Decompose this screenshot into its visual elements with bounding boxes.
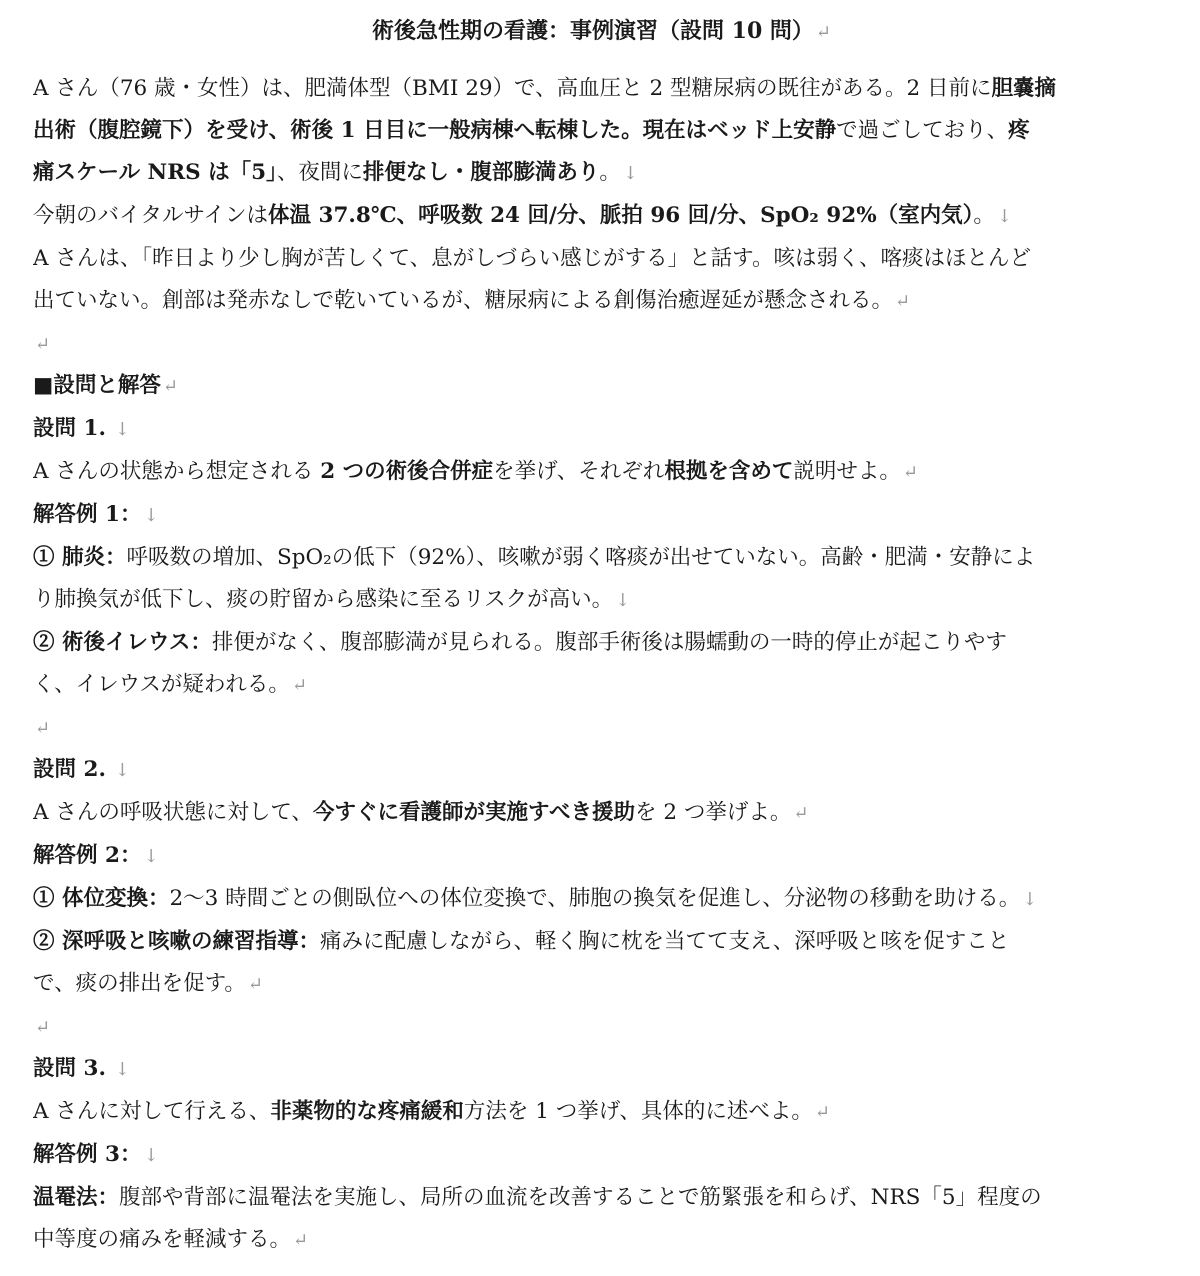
line-break-mark-icon: ↓ bbox=[143, 1145, 159, 1166]
section-heading: ■設問と解答 ↵ bbox=[33, 373, 178, 398]
paragraph-mark-icon: ↵ bbox=[162, 376, 178, 397]
line-break-mark-icon: ↓ bbox=[114, 1059, 130, 1080]
line-break-mark-icon: ↓ bbox=[622, 163, 638, 184]
answer-2-item-2-line-1: ② 深呼吸と咳嗽の練習指導：痛みに配慮しながら、軽く胸に枕を当てて支え、深呼吸と咳を促すこと bbox=[33, 929, 1010, 954]
paragraph-mark-icon: ↵ bbox=[793, 803, 809, 824]
empty-line bbox=[33, 707, 1170, 749]
answer-1-item-1-line-2: り肺換気が低下し、痰の貯留から感染に至るリスクが高い。 ↓ bbox=[33, 587, 631, 612]
answer-1-label: 解答例 1： ↓ bbox=[33, 502, 159, 527]
empty-line bbox=[33, 323, 1170, 365]
answer-3-line-1: 温罨法：腹部や背部に温罨法を実施し、局所の血流を改善することで筋緊張を和らげ、NRS「5」程度の bbox=[33, 1185, 1042, 1210]
paragraph-mark-icon: ↵ bbox=[902, 462, 918, 483]
paragraph-mark-icon: ↵ bbox=[247, 974, 263, 995]
answer-1-item-2-line-2: く、イレウスが疑われる。 ↵ bbox=[33, 672, 308, 697]
answer-3-label: 解答例 3： ↓ bbox=[33, 1142, 159, 1167]
answer-1-item-1-line-1: ① 肺炎：呼吸数の増加、SpO₂の低下（92%）、咳嗽が弱く喀痰が出せていない。高齢・肥満・安静によ bbox=[33, 545, 1036, 570]
answer-2-item-1: ① 体位変換：2〜3 時間ごとの側臥位への体位変換で、肺胞の換気を促進し、分泌物の移動を助ける。 ↓ bbox=[33, 886, 1038, 911]
question-3-label: 設問 3. ↓ bbox=[33, 1056, 130, 1081]
answer-1-item-2-line-1: ② 術後イレウス：排便がなく、腹部膨満が見られる。腹部手術後は腸蠕動の一時的停止が起こりやす bbox=[33, 630, 1007, 655]
line-break-mark-icon: ↓ bbox=[114, 419, 130, 440]
answer-3-line-2: 中等度の痛みを軽減する。 ↵ bbox=[33, 1227, 309, 1252]
paragraph-mark-icon: ↵ bbox=[35, 334, 51, 355]
line-break-mark-icon: ↓ bbox=[615, 590, 631, 611]
answer-2-label: 解答例 2： ↓ bbox=[33, 843, 159, 868]
document-title bbox=[33, 14, 1170, 50]
line-break-mark-icon: ↓ bbox=[114, 760, 130, 781]
paragraph-mark-icon: ↵ bbox=[815, 22, 832, 43]
question-1-label: 設問 1. ↓ bbox=[33, 416, 130, 441]
case-line-6: 出ていない。創部は発赤なしで乾いているが、糖尿病による創傷治癒遅延が懸念される。 ↵ bbox=[33, 288, 911, 313]
question-3-text: A さんに対して行える、非薬物的な疼痛緩和方法を 1 つ挙げ、具体的に述べよ。 ↵ bbox=[33, 1099, 830, 1124]
empty-line bbox=[33, 1006, 1170, 1048]
case-line-5: A さんは、「昨日より少し胸が苦しくて、息がしづらい感じがする」と話す。咳は弱く、喀痰はほとんど bbox=[33, 246, 1032, 271]
title-text: 術後急性期の看護：事例演習（設問 10 問） bbox=[371, 18, 814, 44]
question-2-text: A さんの呼吸状態に対して、今すぐに看護師が実施すべき援助を 2 つ挙げよ。 ↵ bbox=[33, 800, 809, 825]
question-1-text: A さんの状態から想定される 2 つの術後合併症を挙げ、それぞれ根拠を含めて説明せよ。 ↵ bbox=[33, 459, 918, 484]
line-break-mark-icon: ↓ bbox=[143, 846, 159, 867]
case-line-4: 今朝のバイタルサインは体温 37.8℃、呼吸数 24 回/分、脈拍 96 回/分、SpO₂ 92%（室内気）。 ↓ bbox=[33, 203, 1012, 228]
paragraph-mark-icon: ↵ bbox=[35, 718, 51, 739]
paragraph-mark-icon: ↵ bbox=[814, 1102, 830, 1123]
answer-2-item-2-line-2: で、痰の排出を促す。 ↵ bbox=[33, 971, 263, 996]
case-line-1: A さん（76 歳・女性）は、肥満体型（BMI 29）で、高血圧と 2 型糖尿病の既往がある。2 日前に胆嚢摘 bbox=[33, 76, 1057, 101]
paragraph-mark-icon: ↵ bbox=[291, 675, 308, 696]
case-line-3: 痛スケール NRS は「5」、夜間に排便なし・腹部膨満あり。 ↓ bbox=[33, 160, 638, 185]
paragraph-mark-icon: ↵ bbox=[293, 1230, 309, 1251]
line-break-mark-icon: ↓ bbox=[143, 505, 159, 526]
line-break-mark-icon: ↓ bbox=[1022, 889, 1038, 910]
case-line-2: 出術（腹腔鏡下）を受け、術後 1 日目に一般病棟へ転棟した。現在はベッド上安静で過ごしており、疼 bbox=[33, 118, 1030, 143]
question-2-label: 設問 2. ↓ bbox=[33, 757, 130, 782]
paragraph-mark-icon: ↵ bbox=[35, 1017, 51, 1038]
paragraph-mark-icon: ↵ bbox=[895, 291, 911, 312]
line-break-mark-icon: ↓ bbox=[996, 206, 1012, 227]
